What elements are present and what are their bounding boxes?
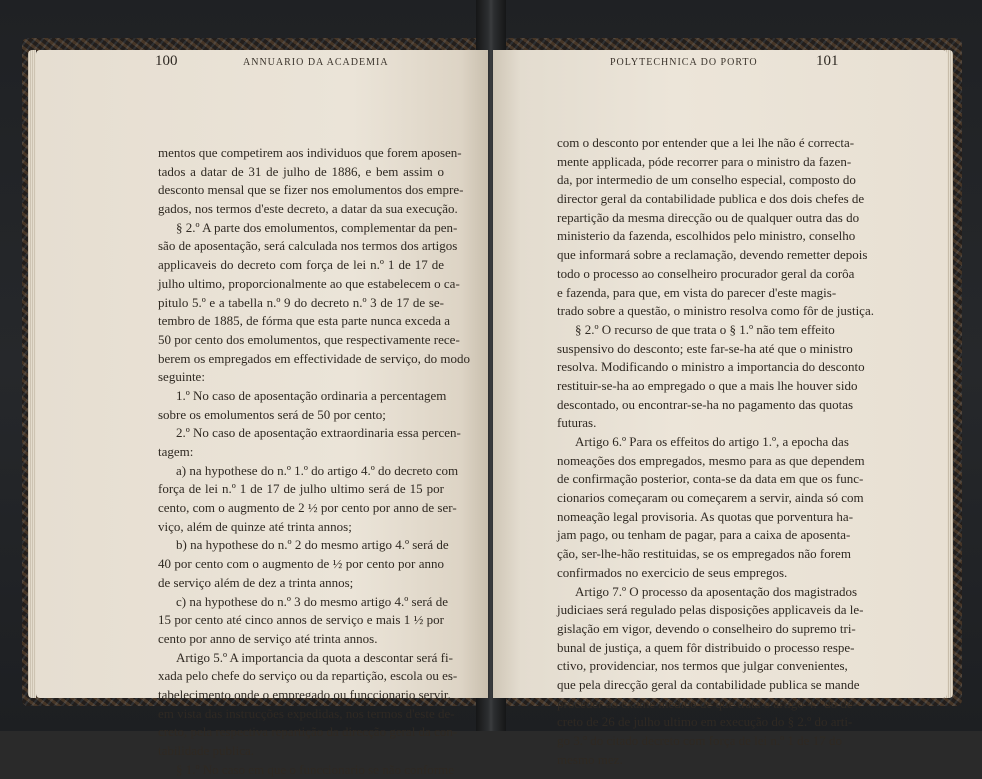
text-line: trado sobre a questão, o ministro resolva como fôr de justiça. xyxy=(557,303,874,319)
text-line: sobre os emolumentos será de 50 por cento; xyxy=(158,406,386,422)
text-line: ctivo, providenciar, nos termos que julgar convenientes, xyxy=(557,658,848,674)
text-line: a) na hypothese do n.º 1.º do artigo 4.º do decreto com xyxy=(176,462,459,478)
text-line: tados a datar de 31 de julho de 1886, e bem assim o xyxy=(158,163,444,179)
text-line: restituir-se-ha ao empregado o que a mais lhe houver sido xyxy=(557,377,858,393)
text-line: mentos que competirem aos individuos que forem aposen- xyxy=(158,145,462,160)
text-line: tagem: xyxy=(158,444,194,459)
text-line: tabilidade publica. xyxy=(158,743,255,758)
text-line: em vista das instrucções expedidas, nos termos d'este de- xyxy=(158,705,455,721)
text-line: força de lei n.º 1 de 17 de julho ultimo será de 15 por xyxy=(158,481,444,497)
text-line: da, por intermedio de um conselho especial, composto do xyxy=(557,172,856,188)
text-line: repartição da mesma direcção ou de qualquer outra das do xyxy=(557,209,860,225)
text-line: xada pelo chefe do serviço ou da repartição, escola ou es- xyxy=(158,668,458,684)
text-line: go 3.º do citado decreto com força de lei n.º 1 de 17 do xyxy=(557,733,842,748)
text-line: gislação em vigor, devendo o conselheiro do supremo tri- xyxy=(557,620,856,636)
text-line: § 2.º O recurso de que trata o § 1.º não tem effeito xyxy=(575,321,835,337)
text-line: 2.º No caso de aposentação extraordinaria essa percen- xyxy=(176,425,461,441)
text-line: ção, ser-lhe-hão restituidas, se os empregados não forem xyxy=(557,546,851,562)
left-page-number: 100 xyxy=(155,53,178,69)
text-line: gados, nos termos d'este decreto, a datar da sua execução. xyxy=(158,201,458,217)
right-running-head: POLYTECHNICA DO PORTO xyxy=(610,57,758,68)
text-line: § 1.º No caso em que o funccionario se não conforme xyxy=(176,761,455,777)
text-line: que pela direcção geral da contabilidade publica se mande xyxy=(557,676,860,692)
left-page-body xyxy=(158,144,471,779)
text-line: creto, pela respectiva repartição da direcção geral da con- xyxy=(158,724,458,740)
text-line: b) na hypothese do n.º 2 do mesmo artigo 4.º será de xyxy=(176,537,449,553)
text-line: jam pago, ou tenham de pagar, para a caixa de aposenta- xyxy=(557,527,851,543)
text-line: são de aposentação, será calculada nos termos dos artigos xyxy=(158,238,458,254)
text-line: Artigo 7.º O processo da aposentação dos magistrados xyxy=(575,583,858,599)
text-line: c) na hypothese do n.º 3 do mesmo artigo 4.º será de xyxy=(176,593,448,609)
text-line: com o desconto por entender que a lei lhe não é correcta- xyxy=(557,135,855,150)
text-line: cionarios começaram ou começarem a servir, ainda só com xyxy=(557,490,864,506)
text-line: § 2.º A parte dos emolumentos, complementar da pen- xyxy=(176,219,458,235)
text-line: futuras. xyxy=(557,415,597,431)
text-line: julho ultimo, proporcionalmente ao que estabelecem o ca- xyxy=(158,275,460,291)
right-page-body xyxy=(557,134,874,769)
text-line: de serviço além de dez a trinta annos; xyxy=(158,574,354,590)
text-line: de confirmação posterior, conta-se da data em que os func- xyxy=(557,471,864,487)
text-line: pitulo 5.º e a tabella n.º 9 do decreto n.º 3 de 17 de se- xyxy=(158,294,444,310)
text-line: todo o processo ao conselheiro procurador geral da corôa xyxy=(557,265,855,281)
text-line: mesmo mez. xyxy=(557,751,623,767)
text-line: cento, com o augmento de 2 ½ por cento por anno de ser- xyxy=(158,500,457,516)
text-line: cento por anno de serviço até trinta annos. xyxy=(158,630,378,646)
text-line: tembro de 1885, de fórma que esta parte nunca exceda a xyxy=(158,313,451,329)
text-line: 1.º No caso de aposentação ordinaria a percentagem xyxy=(176,387,447,403)
text-line: applicaveis do decreto com força de lei n.º 1 de 17 de xyxy=(158,257,444,273)
text-line: suspensivo do desconto; este far-se-ha até que o ministro xyxy=(557,340,853,356)
text-line: desconto mensal que se fizer nos emolumentos dos empre- xyxy=(158,182,464,198)
text-line: proceder ao exame medico de que trata o artigo 4.º do de- xyxy=(557,695,858,711)
text-line: judiciaes será regulado pelas disposições applicaveis da le- xyxy=(557,602,864,618)
text-line: ministerio da fazenda, escolhidos pelo ministro, conselho xyxy=(557,228,856,244)
right-page-number: 101 xyxy=(816,53,839,69)
text-line: resolva. Modificando o ministro a importancia do desconto xyxy=(557,359,865,375)
text-line: descontado, ou encontrar-se-ha no pagamento das quotas xyxy=(557,396,854,412)
text-line: berem os empregados em effectividade de serviço, do modo xyxy=(158,350,471,366)
left-running-head: ANNUARIO DA ACADEMIA xyxy=(243,57,389,68)
text-line: viço, além de quinze até trinta annos; xyxy=(158,518,352,534)
text-line: que informará sobre a reclamação, devendo remetter depois xyxy=(557,247,868,263)
text-line: 50 por cento dos emolumentos, que respectivamente rece- xyxy=(158,331,460,347)
text-line: seguinte: xyxy=(158,369,205,385)
text-line: 15 por cento até cinco annos de serviço e mais 1 ½ por xyxy=(158,612,444,628)
text-line: e fazenda, para que, em vista do parecer d'este magis- xyxy=(557,284,837,300)
text-line: confirmados no exercicio de seus empregos. xyxy=(557,564,788,580)
text-line: Artigo 6.º Para os effeitos do artigo 1.º, a epocha das xyxy=(575,434,849,449)
text-line: Artigo 5.º A importancia da quota a descontar será fi- xyxy=(176,649,453,665)
left-page-edges xyxy=(28,50,36,698)
text-line: bunal de justiça, a quem fôr distribuido o processo respe- xyxy=(557,639,855,655)
text-line: mente applicada, póde recorrer para o ministro da fazen- xyxy=(557,153,852,169)
text-line: tabelecimento onde o empregado ou funccionario servir, xyxy=(158,686,451,702)
text-line: nomeações dos empregados, mesmo para as que dependem xyxy=(557,452,865,468)
text-line: 40 por cento com o augmento de ½ por cento por anno xyxy=(158,556,444,572)
text-line: director geral da contabilidade publica e dos dois chefes de xyxy=(557,191,865,207)
text-line: nomeação legal provisoria. As quotas que porventura ha- xyxy=(557,508,854,524)
text-line: creto de 26 de julho ultimo em execução do § 2.º do arti- xyxy=(557,714,853,730)
